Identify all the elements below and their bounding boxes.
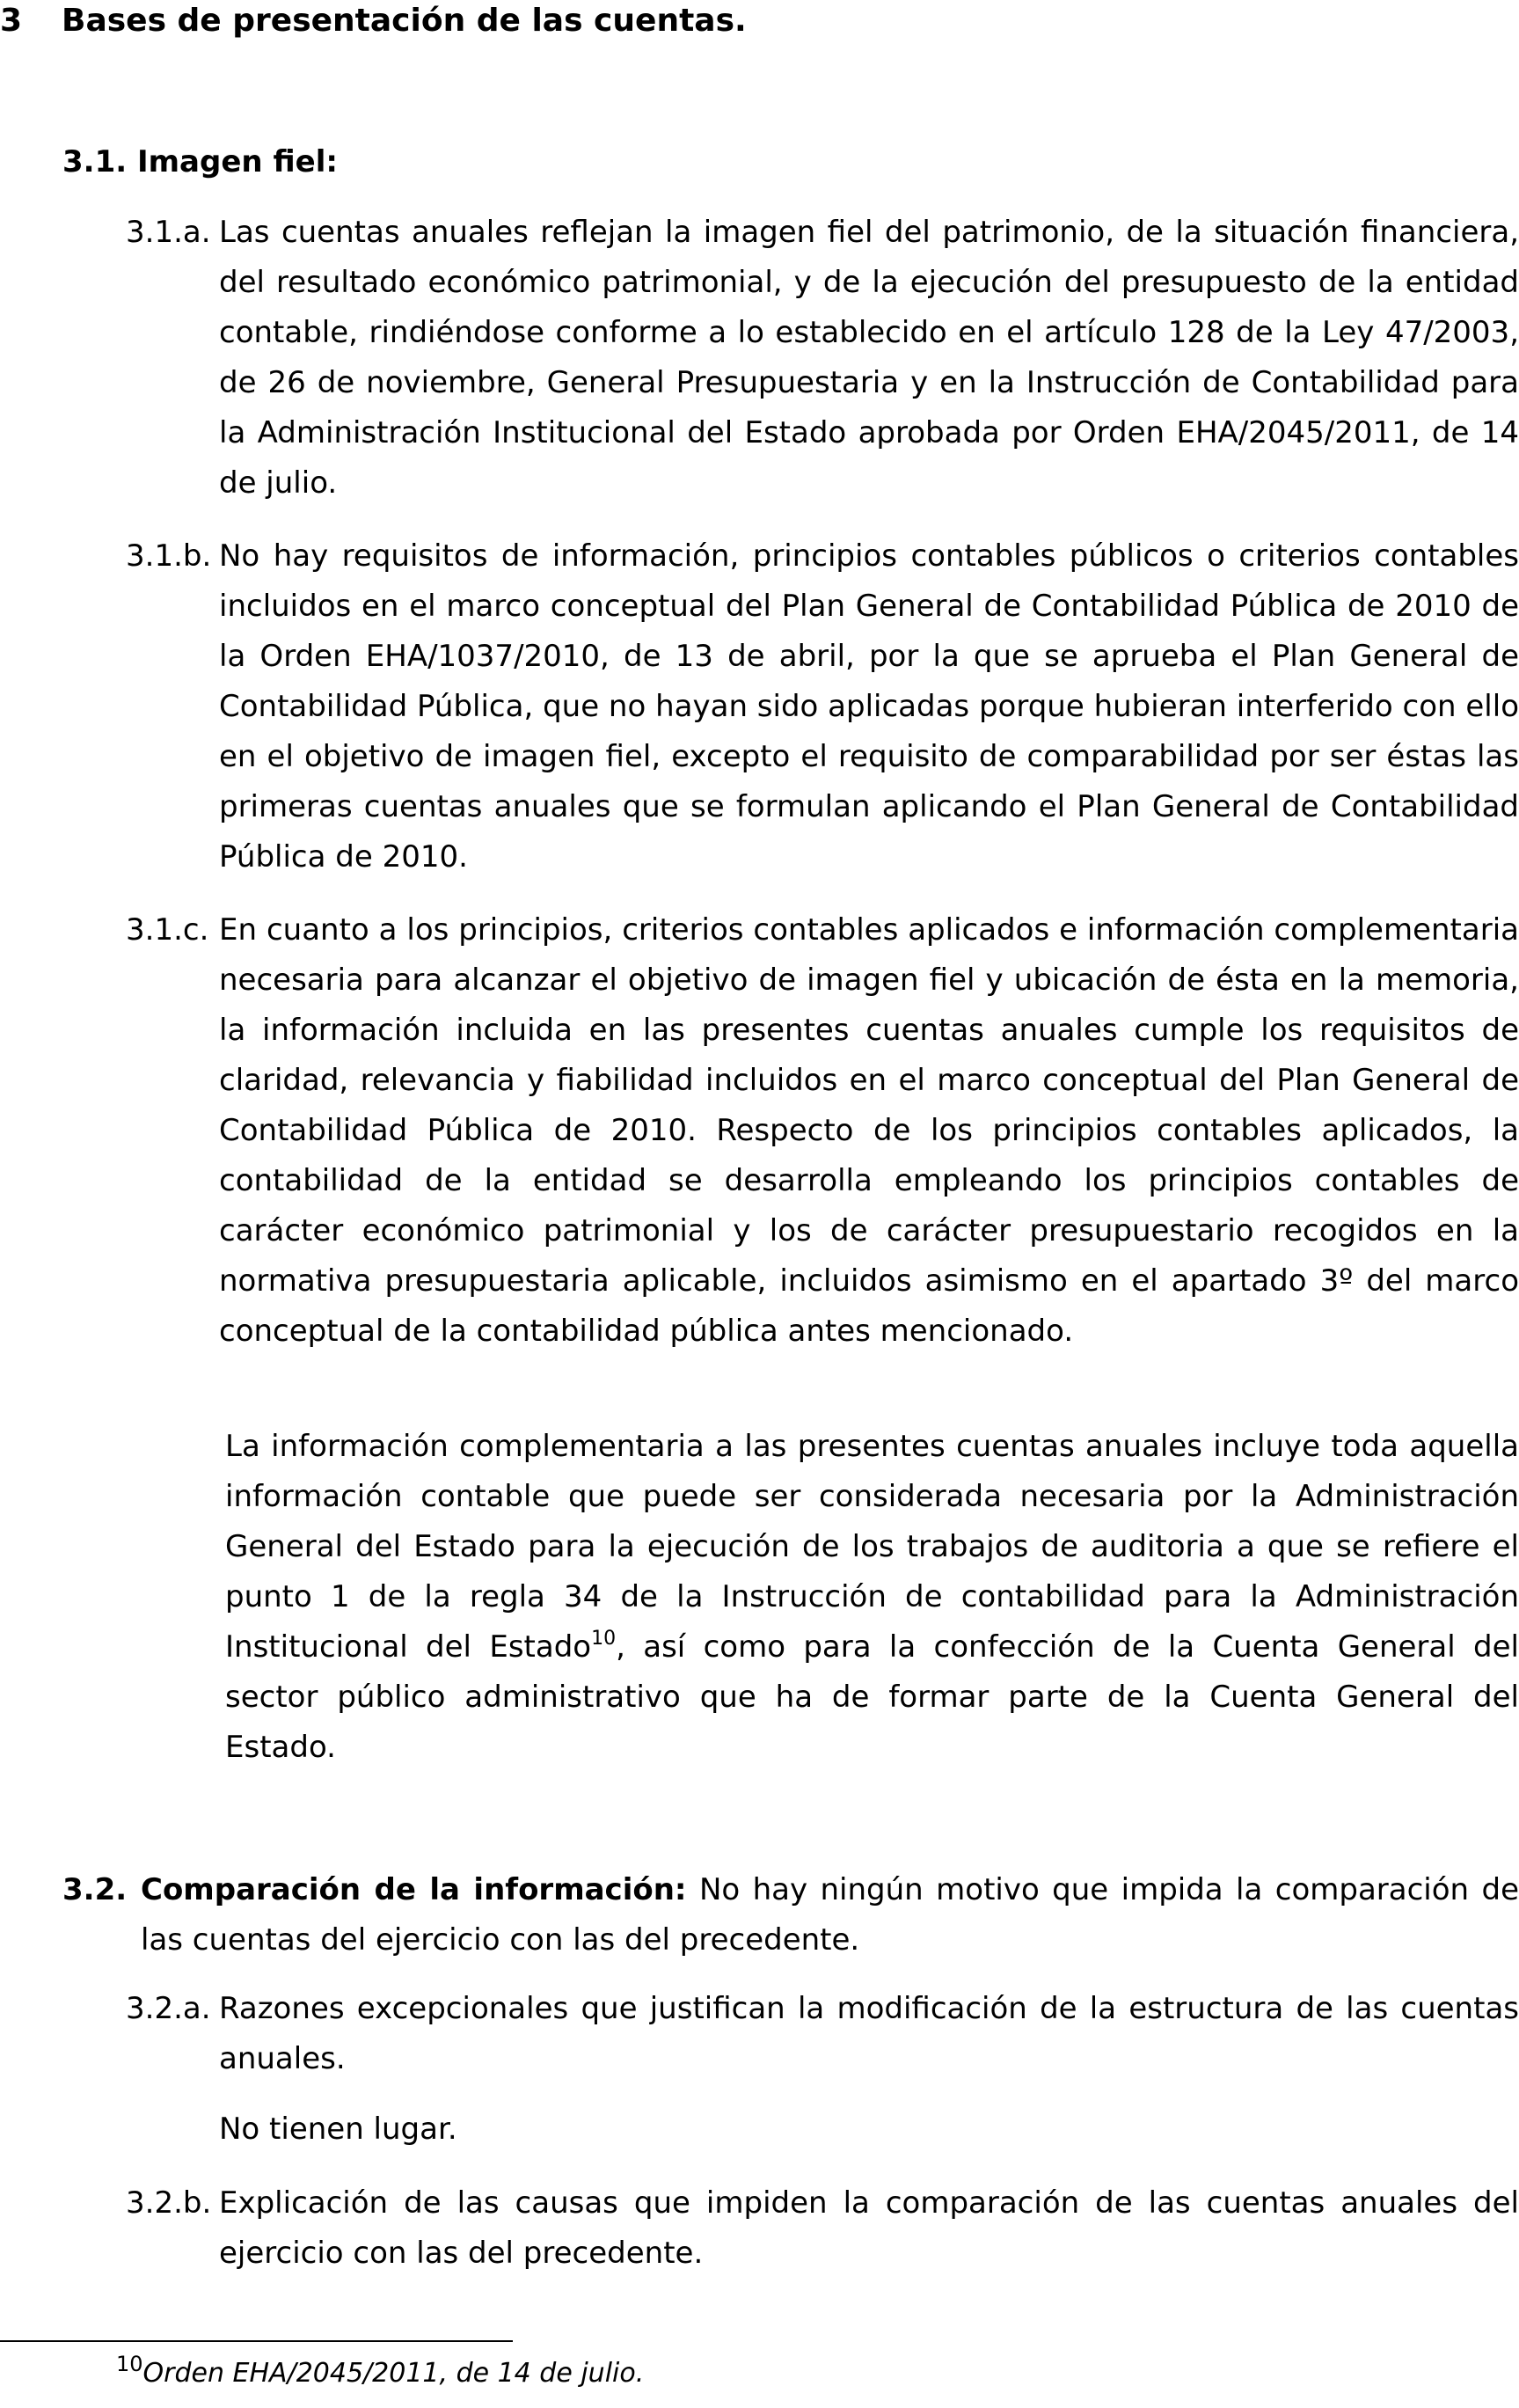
paragraph-text: La información complementaria a las presentes cuentas anuales incluye toda aquella información contable que puede ser considerada necesaria por la Administración General del Estado para la ejecución de los trabajos de auditoria a que se refiere el punto 1 de la regla 34 de la Instrucción de contabilidad para la Administración Institucional del Estado xyxy=(225,1429,1519,1665)
section-number: 3 xyxy=(0,3,23,39)
subsection-label: 3.2. xyxy=(62,1872,128,1907)
item-3-1-a xyxy=(126,208,1519,509)
footnote xyxy=(116,2352,645,2391)
item-text: Las cuentas anuales reflejan la imagen fiel del patrimonio, de la situación financiera, del resultado económico patrimonial, y de la ejecución del presupuesto de la entidad contable, rindiéndose conforme a lo establecido en el artículo 128 de la Ley 47/2003, de 26 de noviembre, General Presupuestaria y en la Instrucción de Contabilidad para la Administración Institucional del Estado aprobada por Orden EHA/2045/2011, de 14 de julio. xyxy=(219,215,1519,501)
item-note: No tienen lugar. xyxy=(219,2112,457,2147)
item-label: 3.2.a. xyxy=(126,1991,211,2026)
subsection-heading-3-1: 3.1. Imagen fiel: xyxy=(62,144,338,179)
item-text: Explicación de las causas que impiden la comparación de las cuentas anuales del ejercicio con las del precedente. xyxy=(219,2185,1519,2271)
subsection-title: Comparación de la información: xyxy=(141,1872,687,1907)
item-label: 3.1.b. xyxy=(126,538,212,574)
item-3-2-a xyxy=(126,1984,1519,2155)
item-label: 3.1.a. xyxy=(126,215,211,250)
item-3-1-c xyxy=(126,905,1519,1357)
footnote-separator xyxy=(0,2340,513,2342)
section-heading xyxy=(0,0,747,42)
item-label: 3.2.b. xyxy=(126,2185,212,2221)
item-3-2-b xyxy=(126,2178,1519,2279)
footnote-number: 10 xyxy=(116,2352,143,2376)
item-3-1-b xyxy=(126,531,1519,882)
footnote-text: Orden EHA/2045/2011, de 14 de julio. xyxy=(142,2358,645,2389)
section-title: Bases de presentación de las cuentas. xyxy=(62,3,747,39)
subsection-3-2 xyxy=(62,1865,1519,1965)
item-text: No hay requisitos de información, principios contables públicos o criterios contables incluidos en el marco conceptual del Plan General de Contabilidad Pública de 2010 de la Orden EHA/1037/2010, de 13 de abril, por la que se aprueba el Plan General de Contabilidad Pública, que no hayan sido aplicadas porque hubieran interferido con ello en el objetivo de imagen fiel, excepto el requisito de comparabilidad por ser éstas las primeras cuentas anuales que se formulan aplicando el Plan General de Contabilidad Pública de 2010. xyxy=(219,538,1519,875)
item-text: En cuanto a los principios, criterios contables aplicados e información complementaria necesaria para alcanzar el objetivo de imagen fiel y ubicación de ésta en la memoria, la información incluida en las presentes cuentas anuales cumple los requisitos de claridad, relevancia y fiabilidad incluidos en el marco conceptual del Plan General de Contabilidad Pública de 2010. Respecto de los principios contables aplicados, la contabilidad de la entidad se desarrolla empleando los principios contables de carácter económico patrimonial y los de carácter presupuestario recogidos en la normativa presupuestaria aplicable, incluidos asimismo en el apartado 3º del marco conceptual de la contabilidad pública antes mencionado. xyxy=(219,912,1519,1349)
footnote-reference[interactable]: 10 xyxy=(591,1628,617,1650)
complementary-info-paragraph xyxy=(225,1422,1519,1773)
paragraph-text-continued: , así como para la confección de la Cuenta General del sector público administrativo que ha de formar parte de la Cuenta General del Estado. xyxy=(225,1629,1519,1765)
item-label: 3.1.c. xyxy=(126,912,209,948)
subsection-body xyxy=(141,1865,1519,1965)
subsection-text: No hay ningún motivo que impida la comparación de las cuentas del ejercicio con las del precedente. xyxy=(141,1872,1519,1958)
item-text: Razones excepcionales que justifican la modificación de la estructura de las cuentas anuales. xyxy=(219,1991,1519,2076)
